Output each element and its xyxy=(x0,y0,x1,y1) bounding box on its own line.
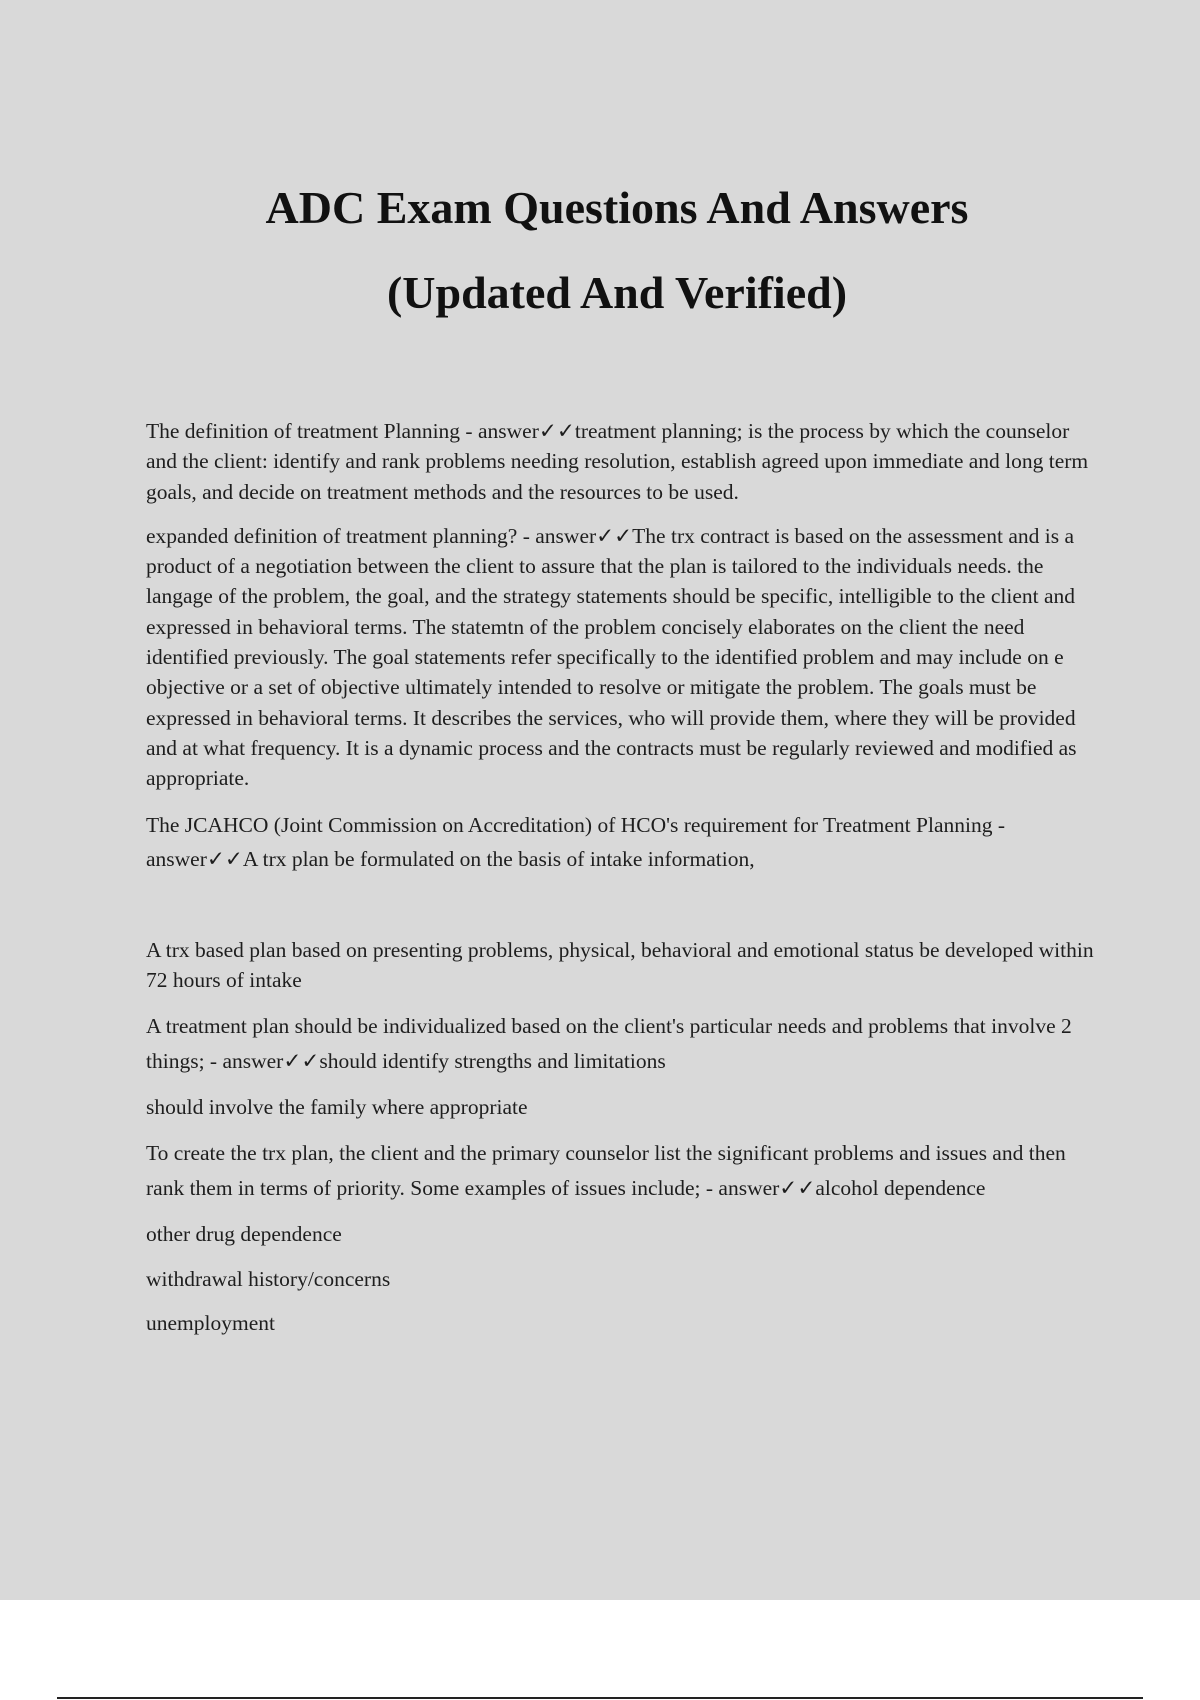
list-item-drug-dependence: other drug dependence xyxy=(146,1222,342,1247)
paragraph-family-involvement: should involve the family where appropriate xyxy=(146,1095,528,1120)
document-title xyxy=(0,165,1200,335)
paragraph-jcahco-requirement: The JCAHCO (Joint Commission on Accreditation) of HCO's requirement for Treatment Planning - answer✓✓A trx plan be formulated on the basis of intake information, xyxy=(146,812,1006,872)
title-line-1: ADC Exam Questions And Answers xyxy=(265,182,969,233)
paragraph-72-hours: A trx based plan based on presenting problems, physical, behavioral and emotional status be developed within 72 hours of intake xyxy=(146,937,1094,992)
paragraph-expanded-definition: expanded definition of treatment planning? - answer✓✓The trx contract is based on the assessment and is a product of a negotiation between the client to assure that the plan is tailored to the individuals needs. the langage of the problem, the goal, and the strategy statements should be specific, intelligible to the client and expressed in behavioral terms. The statemtn of the problem concisely elaborates on the client the need identified previously. The goal statements refer specifically to the identified problem and may include on e objective or a set of objective ultimately intended to resolve or mitigate the problem. The goals must be expressed in behavioral terms. It describes the services, who will provide them, where they will be provided and at what frequency. It is a dynamic process and the contracts must be regularly reviewed and modified as appropriate. xyxy=(146,523,1077,791)
title-line-2: (Updated And Verified) xyxy=(386,267,848,318)
document-body xyxy=(146,416,1096,1352)
paragraph-create-plan: To create the trx plan, the client and the primary counselor list the significant problems and issues and then rank them in terms of priority. Some examples of issues include; - answer✓✓alcohol dependence xyxy=(146,1141,1066,1200)
paragraph-individualized-plan: A treatment plan should be individualized based on the client's particular needs and problems that involve 2 things; - answer✓✓should identify strengths and limitations xyxy=(146,1014,1072,1073)
list-item-withdrawal: withdrawal history/concerns xyxy=(146,1266,391,1291)
paragraph-gap xyxy=(146,891,1096,935)
list-item-unemployment: unemployment xyxy=(146,1311,275,1336)
footer-divider xyxy=(57,1697,1143,1699)
paragraph-treatment-planning-definition: The definition of treatment Planning - answer✓✓treatment planning; is the process by which the counselor and the client: identify and rank problems needing resolution, establish agreed upon immediate and long term goals, and decide on treatment methods and the resources to be used. xyxy=(146,419,1089,504)
